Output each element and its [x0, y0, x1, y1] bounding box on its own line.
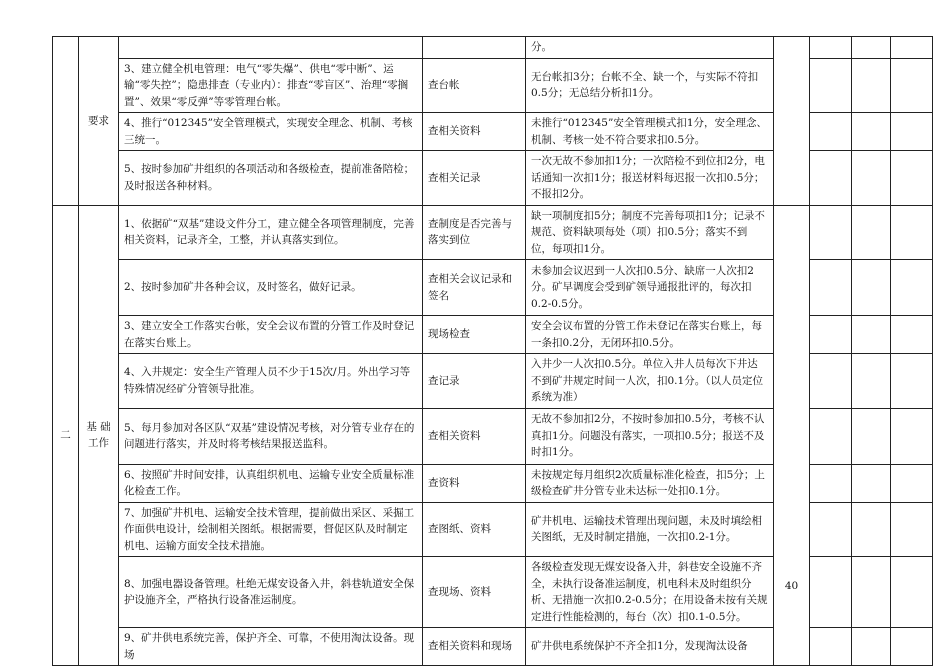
score-cell [774, 37, 810, 206]
blank-cell [810, 37, 852, 59]
score-cell [774, 205, 810, 666]
criteria-cell: 入井少一人次扣0.5分。单位入井人员每次下井达不到矿井规定时间一人次，扣0.1分。（以人员定位系统为准） [526, 354, 774, 409]
criteria-cell: 缺一项制度扣5分；制度不完善每项扣1分；记录不规范、资料缺项每处（项）扣0.5分；落实不到位，每项扣1分。 [526, 205, 774, 260]
blank-cell [852, 260, 891, 316]
criteria-cell: 矿井机电、运输技术管理出现问题，未及时填绘相关图纸，无及时制定措施，一次扣0.2-1分。 [526, 502, 774, 557]
blank-cell [852, 151, 891, 206]
blank-cell [852, 113, 891, 151]
method-cell: 查制度是否完善与落实到位 [423, 205, 526, 260]
blank-cell [810, 151, 852, 206]
content-cell: 6、按照矿井时间安排，认真组织机电、运输专业安全质量标准化检查工作。 [119, 464, 423, 502]
method-cell: 查资料 [423, 464, 526, 502]
blank-cell [852, 502, 891, 557]
criteria-cell: 一次无故不参加扣1分；一次陪检不到位扣2分，电话通知一次扣1分；报送材料每迟报一次扣0.5分；不报扣2分。 [526, 151, 774, 206]
blank-cell [891, 58, 933, 113]
criteria-cell: 分。 [526, 37, 774, 59]
method-cell: 查相关会议记录和签名 [423, 260, 526, 316]
method-cell: 查台帐 [423, 58, 526, 113]
blank-cell [891, 354, 933, 409]
criteria-cell: 未推行“012345”安全管理模式扣1分，安全理念、机制、考核一处不符合要求扣0.5分。 [526, 113, 774, 151]
blank-cell [891, 113, 933, 151]
method-cell: 查相关记录 [423, 151, 526, 206]
content-cell: 2、按时参加矿井各种会议，及时签名，做好记录。 [119, 260, 423, 316]
blank-cell [891, 408, 933, 464]
blank-cell [852, 408, 891, 464]
table-row [53, 205, 933, 260]
criteria-cell: 各级检查发现无煤安设备入井，斜巷安全设施不齐全，未执行设备准运制度，机电科未及时组织分析、无措施一次扣0.2-0.5分；在用设备未按有关规定进行性能检测的，每台（次）扣0.1-0.5分。 [526, 557, 774, 628]
blank-cell [891, 316, 933, 354]
method-cell: 查相关资料和现场 [423, 628, 526, 666]
method-cell: 查图纸、资料 [423, 502, 526, 557]
blank-cell [810, 58, 852, 113]
blank-cell [852, 58, 891, 113]
blank-cell [810, 628, 852, 666]
blank-cell [891, 464, 933, 502]
blank-cell [810, 316, 852, 354]
content-cell: 3、建立健全机电管理：电气“零失爆”、供电“零中断”、运输“零失控”；隐患排查（专业内）：排查“零盲区”、治理“零搁置”、效果“零反弹”等零管理台帐。 [119, 58, 423, 113]
criteria-cell: 安全会议布置的分管工作未登记在落实台账上，每一条扣0.2分，无闭环扣0.5分。 [526, 316, 774, 354]
table-row [53, 37, 933, 59]
criteria-cell: 矿井供电系统保护不齐全扣1分，发现淘汰设备 [526, 628, 774, 666]
criteria-cell: 无台帐扣3分；台帐不全、缺一个，与实际不符扣0.5分；无总结分析扣1分。 [526, 58, 774, 113]
blank-cell [891, 151, 933, 206]
method-cell: 查相关资料 [423, 408, 526, 464]
blank-cell [810, 260, 852, 316]
blank-cell [852, 628, 891, 666]
content-cell: 5、每月参加对各区队“双基”建设情况考核，对分管专业存在的问题进行落实，并及时将考核结果报送监科。 [119, 408, 423, 464]
blank-cell [810, 205, 852, 260]
category-cell: 要求 [79, 37, 119, 206]
content-cell: 3、建立安全工作落实台帐，安全会议布置的分管工作及时登记在落实台账上。 [119, 316, 423, 354]
blank-cell [852, 464, 891, 502]
assessment-table [52, 36, 933, 666]
section-index-cell: 二 [53, 205, 79, 666]
blank-cell [891, 205, 933, 260]
blank-cell [810, 464, 852, 502]
blank-cell [852, 354, 891, 409]
blank-cell [891, 628, 933, 666]
blank-cell [852, 205, 891, 260]
blank-cell [852, 37, 891, 59]
blank-cell [810, 502, 852, 557]
content-cell: 7、加强矿井机电、运输安全技术管理，提前做出采区、采掘工作面供电设计，绘制相关图纸。根据需要，督促区队及时制定机电、运输方面安全技术措施。 [119, 502, 423, 557]
blank-cell [891, 37, 933, 59]
category-cell: 基 础 工作 [79, 205, 119, 666]
blank-cell [891, 502, 933, 557]
blank-cell [891, 260, 933, 316]
content-cell: 1、依据矿“双基”建设文件分工，建立健全各项管理制度，完善相关资料，记录齐全，工整，并认真落实到位。 [119, 205, 423, 260]
blank-cell [810, 408, 852, 464]
content-cell: 9、矿井供电系统完善，保护齐全、可靠，不使用淘汰设备。现场 [119, 628, 423, 666]
blank-cell [852, 316, 891, 354]
criteria-cell: 无故不参加扣2分，不按时参加扣0.5分，考核不认真扣1分。问题没有落实，一项扣0.5分；报送不及时扣1分。 [526, 408, 774, 464]
method-cell: 查记录 [423, 354, 526, 409]
criteria-cell: 未按规定每月组织2次质量标准化检查，扣5分；上级检查矿井分管专业未达标一处扣0.1分。 [526, 464, 774, 502]
content-cell: 4、入井规定：安全生产管理人员不少于15次/月。外出学习等特殊情况经矿分管领导批准。 [119, 354, 423, 409]
section-index-cell [53, 37, 79, 206]
criteria-cell: 未参加会议迟到一人次扣0.5分、缺席一人次扣2分。矿早调度会受到矿领导通报批评的，每次扣0.2-0.5分。 [526, 260, 774, 316]
method-cell [423, 37, 526, 59]
blank-cell [810, 354, 852, 409]
blank-cell [810, 113, 852, 151]
score-value: 40 [784, 579, 799, 592]
blank-cell [891, 557, 933, 628]
method-cell: 查相关资料 [423, 113, 526, 151]
method-cell: 查现场、资料 [423, 557, 526, 628]
content-cell: 5、按时参加矿井组织的各项活动和各级检查，提前准备陪检；及时报送各种材料。 [119, 151, 423, 206]
content-cell: 4、推行“012345”安全管理模式，实现安全理念、机制、考核三统一。 [119, 113, 423, 151]
method-cell: 现场检查 [423, 316, 526, 354]
content-cell [119, 37, 423, 59]
blank-cell [852, 557, 891, 628]
blank-cell [810, 557, 852, 628]
content-cell: 8、加强电器设备管理。杜绝无煤安设备入井，斜巷轨道安全保护设施齐全，严格执行设备准运制度。 [119, 557, 423, 628]
